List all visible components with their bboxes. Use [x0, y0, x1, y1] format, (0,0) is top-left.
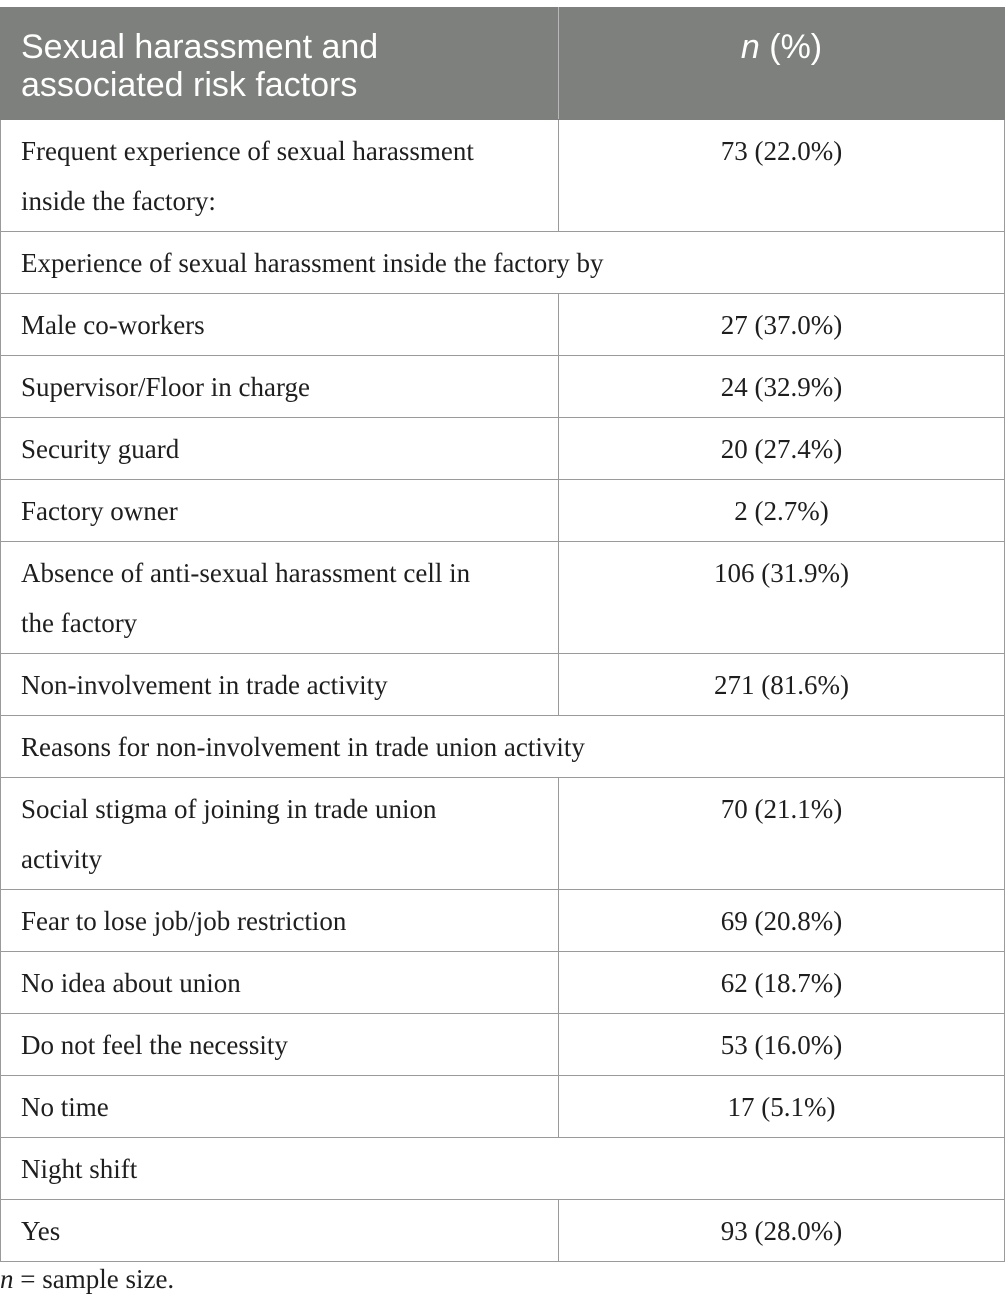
- table-row: [1, 654, 1005, 716]
- table-row: [1, 356, 1005, 418]
- row-label: [1, 778, 559, 890]
- row-value: 93 (28.0%): [559, 1200, 1005, 1262]
- row-label: Do not feel the necessity: [1, 1014, 559, 1076]
- table-row: [1, 120, 1005, 232]
- section-label: Experience of sexual harassment inside the factory by: [1, 232, 1005, 294]
- row-value: 73 (22.0%): [559, 120, 1005, 232]
- row-label-line-2: inside the factory:: [21, 186, 216, 216]
- header-line-2: associated risk factors: [21, 66, 358, 104]
- header-percent: (%): [759, 28, 823, 66]
- row-label: Supervisor/Floor in charge: [1, 356, 559, 418]
- row-label: Fear to lose job/job restriction: [1, 890, 559, 952]
- table-row: [1, 294, 1005, 356]
- section-row: [1, 232, 1005, 294]
- table-row: [1, 952, 1005, 1014]
- table-row: [1, 778, 1005, 890]
- section-label: Reasons for non-involvement in trade union activity: [1, 716, 1005, 778]
- header-line-1: Sexual harassment and: [21, 28, 379, 66]
- risk-factors-table: [0, 7, 1005, 1262]
- row-label: Factory owner: [1, 480, 559, 542]
- table-row: [1, 890, 1005, 952]
- row-label: Non-involvement in trade activity: [1, 654, 559, 716]
- row-label: No time: [1, 1076, 559, 1138]
- header-risk-factors: [1, 8, 559, 120]
- row-label-line-2: activity: [21, 844, 102, 874]
- row-value: 27 (37.0%): [559, 294, 1005, 356]
- table-footnote: [0, 1262, 174, 1296]
- section-row: [1, 716, 1005, 778]
- table-row: [1, 542, 1005, 654]
- row-label-line-2: the factory: [21, 608, 138, 638]
- row-label: [1, 542, 559, 654]
- row-value: 20 (27.4%): [559, 418, 1005, 480]
- row-value: 106 (31.9%): [559, 542, 1005, 654]
- row-value: 70 (21.1%): [559, 778, 1005, 890]
- header-n: n: [740, 28, 760, 66]
- row-value: 53 (16.0%): [559, 1014, 1005, 1076]
- table-row: [1, 1076, 1005, 1138]
- row-value: 2 (2.7%): [559, 480, 1005, 542]
- table-row: [1, 1200, 1005, 1262]
- table-row: [1, 1014, 1005, 1076]
- row-label-line-1: Social stigma of joining in trade union: [21, 794, 437, 824]
- row-value: 24 (32.9%): [559, 356, 1005, 418]
- section-label: Night shift: [1, 1138, 1005, 1200]
- row-label: [1, 120, 559, 232]
- row-label: Male co-workers: [1, 294, 559, 356]
- section-row: [1, 1138, 1005, 1200]
- row-value: 62 (18.7%): [559, 952, 1005, 1014]
- row-label: No idea about union: [1, 952, 559, 1014]
- table-header-row: [1, 8, 1005, 120]
- row-value: 271 (81.6%): [559, 654, 1005, 716]
- row-label-line-1: Absence of anti-sexual harassment cell in: [21, 558, 471, 588]
- row-label: Yes: [1, 1200, 559, 1262]
- row-value: 17 (5.1%): [559, 1076, 1005, 1138]
- row-value: 69 (20.8%): [559, 890, 1005, 952]
- footnote-text: = sample size.: [13, 1264, 175, 1294]
- row-label-line-1: Frequent experience of sexual harassment: [21, 136, 474, 166]
- header-n-percent: [559, 8, 1005, 120]
- table-row: [1, 480, 1005, 542]
- footnote-n: n: [0, 1264, 14, 1294]
- table-row: [1, 418, 1005, 480]
- row-label: Security guard: [1, 418, 559, 480]
